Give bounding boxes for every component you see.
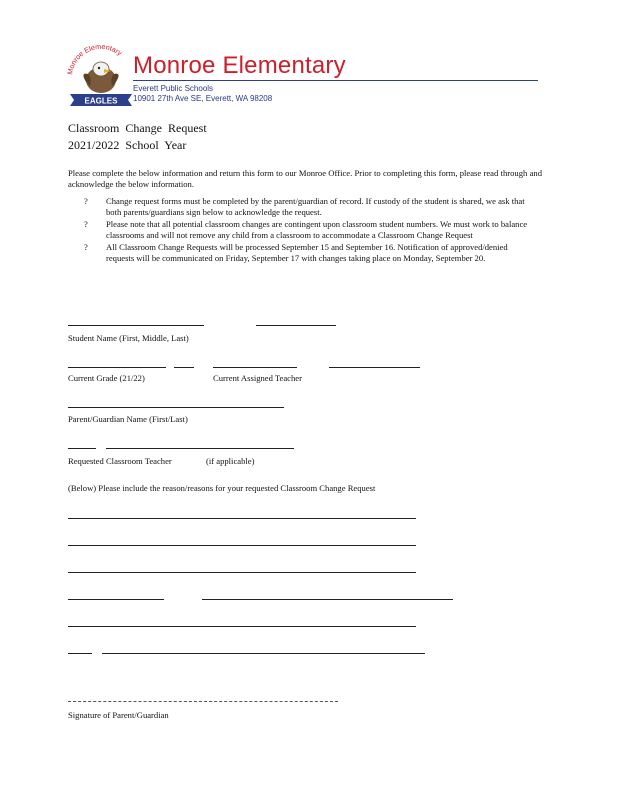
info-bullet-list [84, 196, 536, 264]
current-grade-line-2[interactable] [174, 367, 194, 368]
school-year: 2021/2022 School Year [68, 138, 187, 152]
bullet-item [84, 219, 536, 240]
bullet-text: Please note that all potential classroom changes are contingent upon classroom student numbers. We must work to balance classrooms and will not remove any child from a classroom to accommodate a Classroom Change Request [106, 219, 528, 240]
current-grade-line[interactable] [68, 367, 166, 368]
reason-prompt: (Below) Please include the reason/reasons for your requested Classroom Change Request [68, 483, 376, 493]
bullet-mark: ? [84, 196, 88, 206]
signature-line[interactable] [68, 701, 338, 702]
logo-banner-text: EAGLES [84, 96, 118, 106]
parent-name-label: Parent/Guardian Name (First/Last) [68, 414, 188, 424]
requested-teacher-label: Requested Classroom Teacher [68, 456, 172, 466]
school-logo [62, 42, 140, 110]
reason-line-5[interactable] [68, 626, 416, 627]
logo-arc-text: Monroe Elementary [65, 42, 124, 76]
bullet-mark: ? [84, 242, 88, 253]
school-address: 10901 27th Ave SE, Everett, WA 98208 [133, 94, 273, 103]
parent-name-line[interactable] [68, 407, 284, 408]
if-applicable-note: (if applicable) [206, 456, 255, 466]
signature-label: Signature of Parent/Guardian [68, 710, 169, 720]
student-name-label: Student Name (First, Middle, Last) [68, 333, 189, 343]
reason-line-6b[interactable] [102, 653, 425, 654]
header-divider [133, 80, 538, 81]
reason-line-6a[interactable] [68, 653, 92, 654]
student-name-line[interactable] [68, 325, 204, 326]
reason-line-2[interactable] [68, 545, 416, 546]
school-name: Monroe Elementary [133, 52, 346, 79]
district-name: Everett Public Schools [133, 84, 214, 93]
requested-teacher-line-2[interactable] [106, 448, 294, 449]
current-teacher-line-2[interactable] [329, 367, 420, 368]
reason-line-4b[interactable] [202, 599, 453, 600]
current-teacher-label: Current Assigned Teacher [213, 373, 302, 383]
bullet-mark: ? [84, 219, 88, 230]
bullet-text: Change request forms must be completed by the parent/guardian of record. If custody of the student is shared, we ask that both parents/guardians sign below to acknowledge the request. [106, 196, 525, 217]
bullet-item [84, 196, 536, 217]
reason-line-3[interactable] [68, 572, 416, 573]
current-teacher-line[interactable] [213, 367, 297, 368]
bullet-item [84, 242, 536, 263]
bullet-text: All Classroom Change Requests will be processed September 15 and September 16. Notification of approved/denied requests will be communicated on Friday, September 17 with changes taking place on Monday, September 20. [106, 242, 508, 263]
reason-line-1[interactable] [68, 518, 416, 519]
intro-paragraph: Please complete the below information and return this form to our Monroe Office. Prior to completing this form, please read through and acknowledge the below information. [68, 168, 542, 189]
form-title: Classroom Change Request [68, 121, 207, 135]
reason-line-4a[interactable] [68, 599, 164, 600]
current-grade-label: Current Grade (21/22) [68, 373, 145, 383]
requested-teacher-line[interactable] [68, 448, 96, 449]
student-name-line-2[interactable] [256, 325, 336, 326]
